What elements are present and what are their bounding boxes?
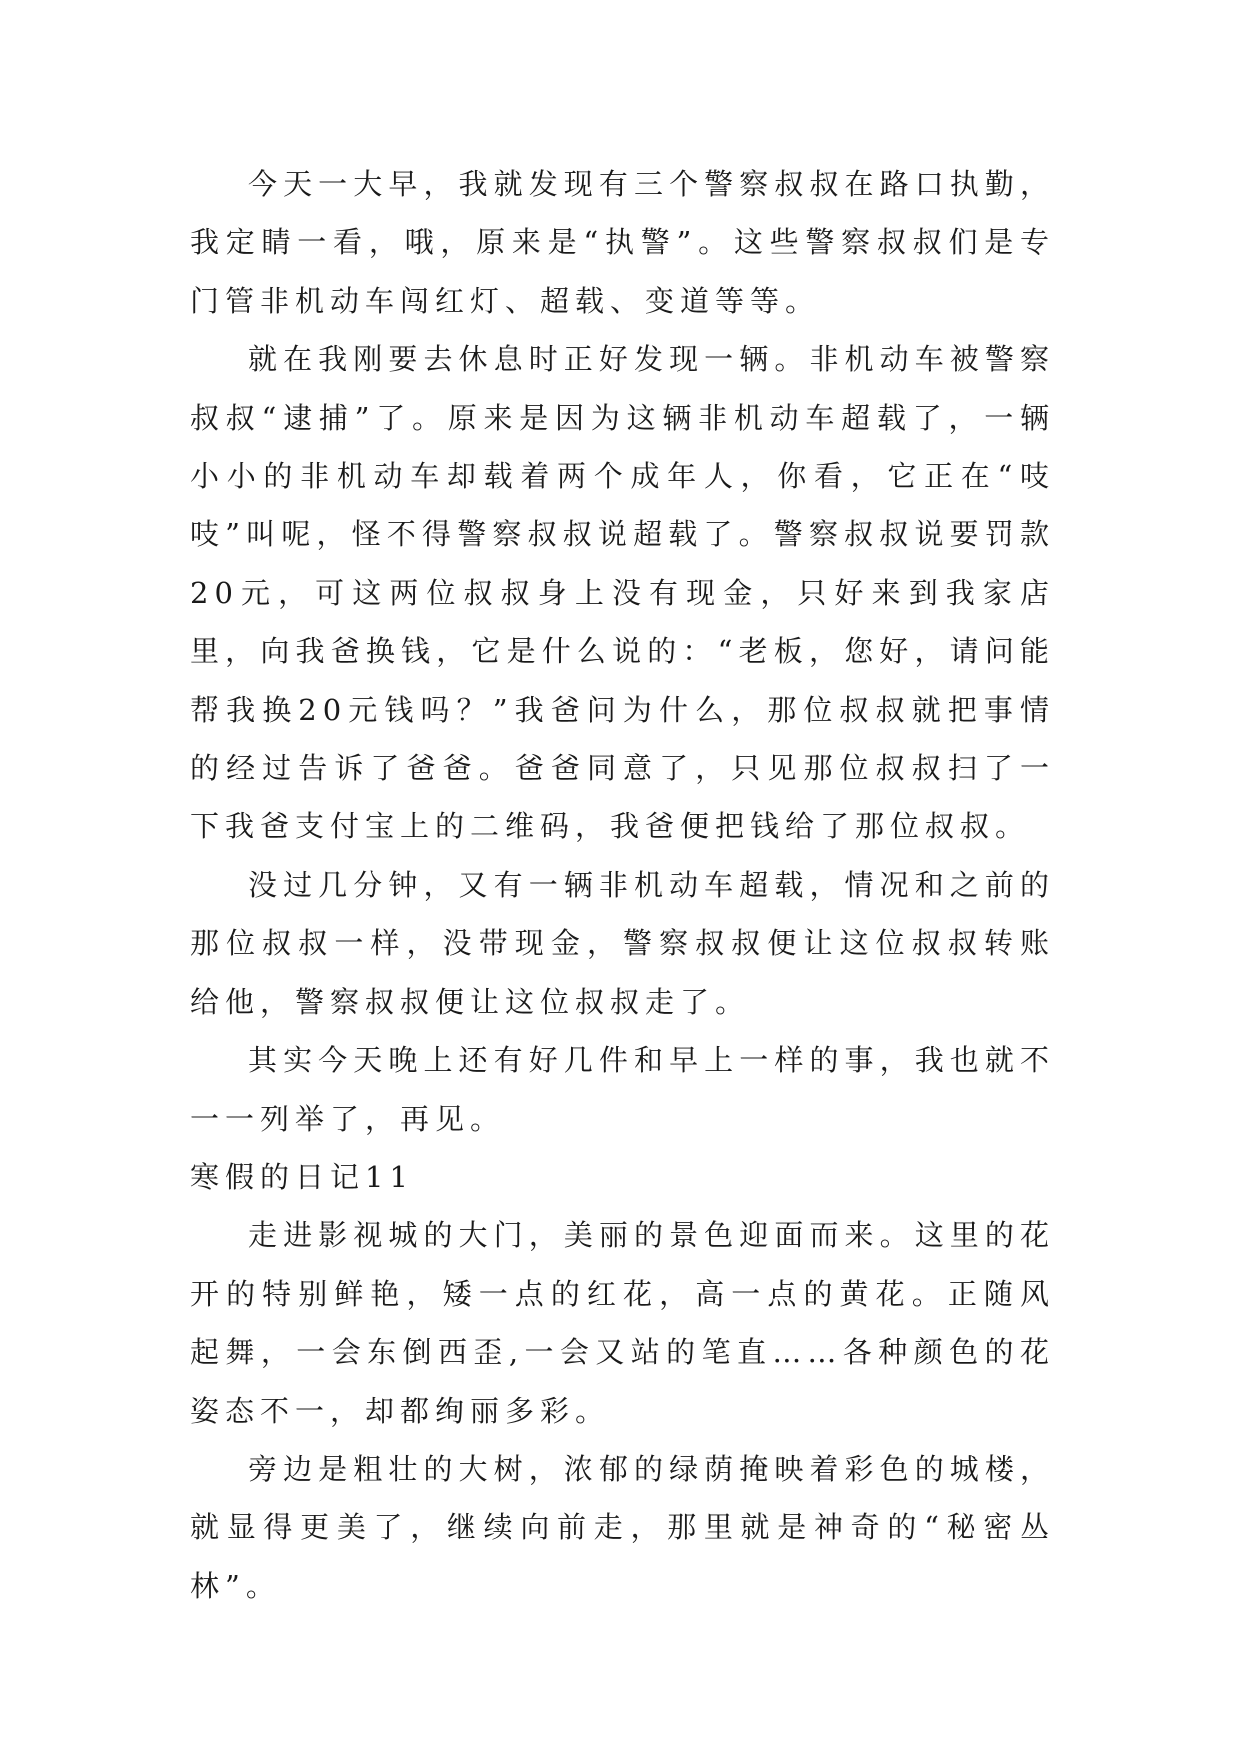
paragraph-morning-police: 今天一大早，我就发现有三个警察叔叔在路口执勤，我定睛一看，哦，原来是“执警”。这些警察叔叔们是专门管非机动车闯红灯、超载、变道等等。 (190, 167, 1055, 318)
paragraph-trees-and-jungle: 旁边是粗壮的大树，浓郁的绿荫掩映着彩色的城楼，就显得更美了，继续向前走，那里就是神奇的“秘密丛林”。 (190, 1451, 1055, 1603)
paragraph-film-city-gate: 走进影视城的大门，美丽的景色迎面而来。这里的花开的特别鲜艳，矮一点的红花，高一点的黄花。正随风起舞，一会东倒西歪,一会又站的笔直……各种颜色的花姿态不一，却都绚丽多彩。 (190, 1218, 1055, 1428)
paragraph-overloaded-vehicle: 就在我刚要去休息时正好发现一辆。非机动车被警察叔叔“逮捕”了。原来是因为这辆非机动车超载了，一辆小小的非机动车却载着两个成年人，你看，它正在“吱吱”叫呢，怪不得警察叔叔说超载了。警察叔叔说要罚款20元，可这两位叔叔身上没有现金，只好来到我家店里，向我爸换钱，它是什么说的：“老板，您好，请问能帮我换20元钱吗？”我爸问为什么，那位叔叔就把事情的经过告诉了爸爸。爸爸同意了，只见那位叔叔扫了一下我爸支付宝上的二维码，我爸便把钱给了那位叔叔。 (190, 342, 1055, 844)
paragraph-closing: 其实今天晚上还有好几件和早上一样的事，我也就不一一列举了，再见。 (190, 1043, 1055, 1136)
paragraph-second-vehicle: 没过几分钟，又有一辆非机动车超载，情况和之前的那位叔叔一样，没带现金，警察叔叔便让这位叔叔转账给他，警察叔叔便让这位叔叔走了。 (190, 867, 1055, 1019)
document-body (190, 155, 1055, 1615)
section-heading: 寒假的日记11 (190, 1159, 414, 1194)
